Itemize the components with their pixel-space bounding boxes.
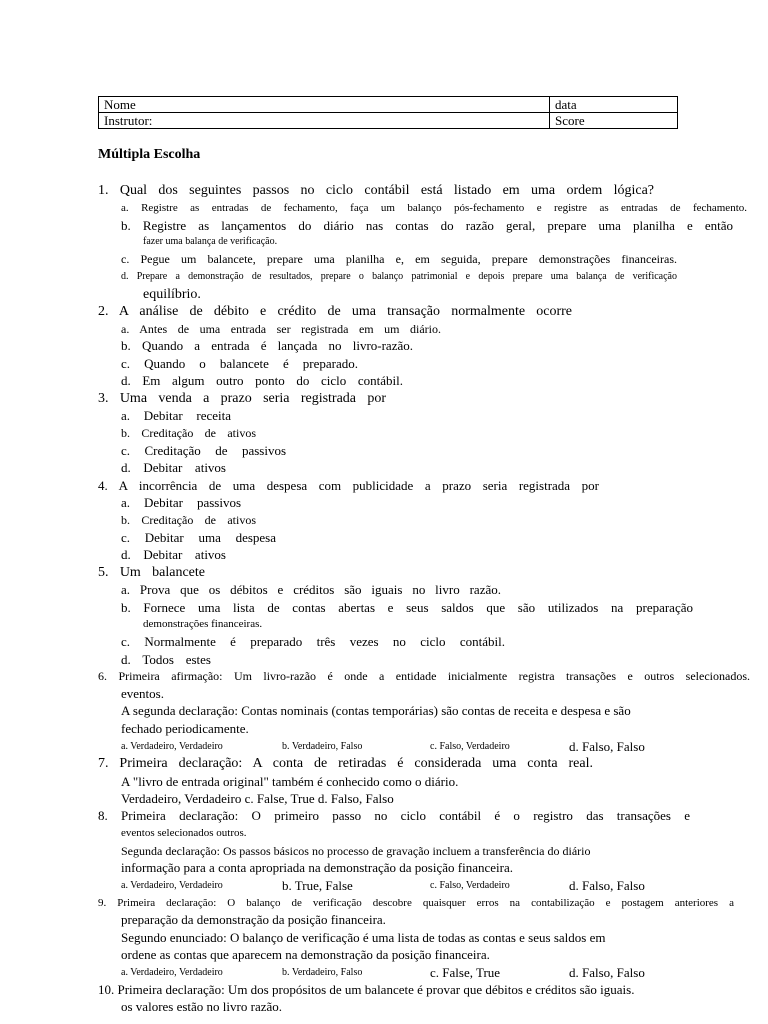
answer-option: d. Falso, Falso bbox=[569, 965, 645, 980]
answer-option: c. Normalmente é preparado três vezes no ciclo contábil. bbox=[121, 634, 505, 649]
answer-option: b. True, False bbox=[282, 878, 353, 893]
question-text: 4. A incorrência de uma despesa com publicidade a prazo seria registrada por bbox=[98, 478, 599, 493]
answer-option: d. Falso, Falso bbox=[569, 739, 645, 754]
answer-option: a. Prova que os débitos e créditos são iguais no livro razão. bbox=[121, 582, 501, 597]
question-text: 3. Uma venda a prazo seria registrada por bbox=[98, 391, 386, 406]
answer-option: c. False, True bbox=[430, 965, 501, 980]
answer-option: a. Registre as entradas de fechamento, faça um balanço pós-fechamento e registre as entradas de fechamento. bbox=[121, 202, 747, 214]
answer-option: c. Falso, Verdadeiro bbox=[430, 741, 510, 752]
answer-continuation: demonstrações financeiras. bbox=[143, 618, 263, 630]
question-continuation: eventos selecionados outros. bbox=[121, 827, 247, 839]
question-continuation: preparação da demonstração da posição financeira. bbox=[121, 912, 386, 927]
answer-option: b. Verdadeiro, Falso bbox=[282, 741, 363, 752]
answer-option: a. Verdadeiro, Verdadeiro bbox=[121, 741, 223, 752]
answer-option: b. Fornece uma lista de contas abertas e seus saldos que são utilizados na preparação bbox=[121, 600, 693, 615]
question-text: 7. Primeira declaração: A conta de retiradas é considerada uma conta real. bbox=[98, 756, 593, 771]
instructor-field[interactable]: Instrutor: bbox=[99, 113, 550, 129]
section-title: Múltipla Escolha bbox=[98, 147, 201, 162]
answer-option: b. Quando a entrada é lançada no livro-razão. bbox=[121, 338, 413, 353]
name-field[interactable]: Nome bbox=[99, 97, 550, 113]
header-table bbox=[98, 96, 678, 129]
answer-option: b. Registre as lançamentos do diário nas contas do razão geral, prepare uma planilha e então bbox=[121, 218, 733, 233]
question-text: 8. Primeira declaração: O primeiro passo no ciclo contábil é o registro das transações e bbox=[98, 808, 690, 823]
question-text: 9. Primeira declaração: O balanço de verificação descobre quaisquer erros na contabilização e postagem anteriores a bbox=[98, 897, 734, 909]
question-statement: Segunda declaração: Os passos básicos no processo de gravação incluem a transferência do diário bbox=[121, 844, 591, 858]
question-text: 1. Qual dos seguintes passos no ciclo contábil está listado em uma ordem lógica? bbox=[98, 183, 654, 198]
answer-option: d. Em algum outro ponto do ciclo contábil. bbox=[121, 373, 403, 388]
answer-option: c. Debitar uma despesa bbox=[121, 530, 276, 545]
answer-options-inline: Verdadeiro, Verdadeiro c. False, True d. Falso, Falso bbox=[121, 791, 394, 806]
answer-option: a. Debitar receita bbox=[121, 408, 231, 423]
answer-option: a. Verdadeiro, Verdadeiro bbox=[121, 880, 223, 891]
answer-option: a. Debitar passivos bbox=[121, 495, 241, 510]
question-statement: Segundo enunciado: O balanço de verificação é uma lista de todas as contas e seus saldos em bbox=[121, 930, 606, 945]
question-text: 5. Um balancete bbox=[98, 565, 205, 580]
answer-option: c. Pegue um balancete, prepare uma planilha e, em seguida, prepare demonstrações financeiras. bbox=[121, 252, 677, 266]
answer-option: c. Quando o balancete é preparado. bbox=[121, 356, 358, 371]
answer-continuation: equilíbrio. bbox=[143, 287, 201, 302]
score-field[interactable]: Score bbox=[550, 113, 678, 129]
answer-option: c. Falso, Verdadeiro bbox=[430, 880, 510, 891]
question-continuation: ordene as contas que aparecem na demonstração da posição financeira. bbox=[121, 947, 490, 962]
answer-option: d. Todos estes bbox=[121, 652, 211, 667]
answer-option: d. Falso, Falso bbox=[569, 878, 645, 893]
question-text: 10. Primeira declaração: Um dos propósitos de um balancete é provar que débitos e créditos são iguais. bbox=[98, 982, 635, 997]
question-continuation: fechado periodicamente. bbox=[121, 721, 249, 736]
answer-option: c. Creditação de passivos bbox=[121, 443, 286, 458]
answer-option: a. Antes de uma entrada ser registrada em um diário. bbox=[121, 322, 441, 336]
answer-option: d. Debitar ativos bbox=[121, 547, 226, 562]
answer-option: d. Prepare a demonstração de resultados, prepare o balanço patrimonial e depois prepare uma balança de verificação bbox=[121, 271, 677, 282]
question-text: 2. A análise de débito e crédito de uma transação normalmente ocorre bbox=[98, 304, 572, 319]
answer-option: a. Verdadeiro, Verdadeiro bbox=[121, 967, 223, 978]
date-field[interactable]: data bbox=[550, 97, 678, 113]
question-statement: A "livro de entrada original" também é conhecido como o diário. bbox=[121, 774, 459, 789]
answer-option: b. Creditação de ativos bbox=[121, 426, 256, 440]
answer-option: b. Verdadeiro, Falso bbox=[282, 967, 363, 978]
question-continuation: eventos. bbox=[121, 686, 164, 701]
question-text: 6. Primeira afirmação: Um livro-razão é onde a entidade inicialmente registra transações e outros selecionados. bbox=[98, 669, 750, 683]
question-continuation: os valores estão no livro razão. bbox=[121, 999, 283, 1014]
answer-option: b. Creditação de ativos bbox=[121, 513, 256, 527]
answer-continuation: fazer uma balança de verificação. bbox=[143, 236, 278, 247]
answer-option: d. Debitar ativos bbox=[121, 460, 226, 475]
question-continuation: informação para a conta apropriada na demonstração da posição financeira. bbox=[121, 860, 513, 875]
question-statement: A segunda declaração: Contas nominais (contas temporárias) são contas de receita e despesa e são bbox=[121, 703, 631, 718]
